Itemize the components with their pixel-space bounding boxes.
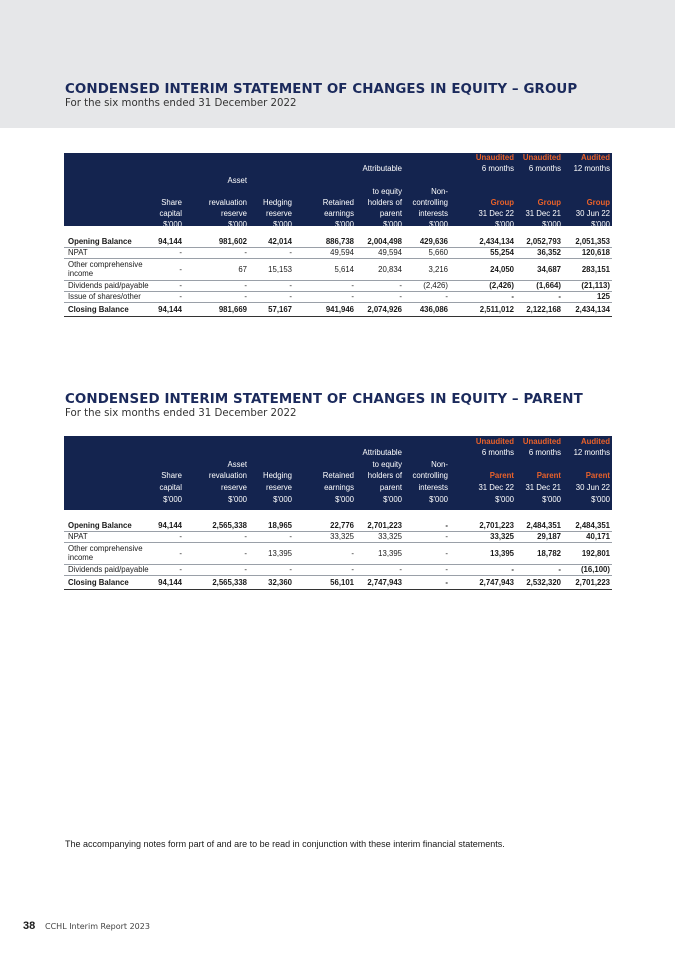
table-cell: 55,254 — [490, 248, 514, 257]
table-cell: 2,434,134 — [479, 237, 514, 246]
header-cell: Parent — [585, 471, 610, 480]
header-cell: 12 months — [573, 448, 610, 457]
header-cell: Audited — [580, 153, 610, 162]
header-cell: $'000 — [163, 495, 182, 504]
header-cell: reserve — [266, 209, 292, 218]
table-cell: 34,687 — [537, 264, 561, 274]
header-cell: Asset — [227, 460, 247, 469]
table-cell: 5,660 — [428, 248, 448, 257]
table-cell: 24,050 — [490, 264, 514, 274]
header-cell: $'000 — [163, 220, 182, 229]
header-cell: $'000 — [383, 220, 402, 229]
header-cell: holders of — [367, 198, 402, 207]
header-cell: Unaudited — [475, 153, 514, 162]
report-title: CCHL Interim Report 2023 — [45, 922, 150, 931]
table-cell: - — [399, 565, 402, 574]
header-cell: $'000 — [429, 220, 448, 229]
header-cell: Attributable — [362, 448, 402, 457]
header-cell: $'000 — [273, 495, 292, 504]
header-cell: revaluation — [208, 471, 247, 480]
group-table-body — [64, 226, 612, 321]
header-cell: Unaudited — [475, 437, 514, 446]
table-cell: 2,532,320 — [526, 577, 561, 587]
table-cell: - — [244, 248, 247, 257]
table-cell: 18,965 — [268, 521, 292, 530]
table-cell: 2,701,223 — [575, 577, 610, 587]
header-cell: Group — [490, 198, 514, 207]
table-cell: 886,738 — [325, 237, 354, 246]
header-cell: reserve — [221, 483, 247, 492]
header-cell: controlling — [412, 198, 448, 207]
table-cell: - — [351, 281, 354, 290]
table-cell: - — [445, 565, 448, 574]
table-cell: 29,187 — [537, 532, 561, 541]
header-cell: 30 Jun 22 — [575, 209, 610, 218]
table-cell: - — [179, 292, 182, 301]
header-cell: Hedging — [262, 471, 292, 480]
table-cell: 436,086 — [419, 304, 448, 314]
table-cell: 941,946 — [325, 304, 354, 314]
table-cell: 981,669 — [218, 304, 247, 314]
table-cell: - — [289, 292, 292, 301]
page-number: 38 — [23, 920, 36, 932]
header-cell: Retained — [322, 471, 354, 480]
header-cell: Parent — [489, 471, 514, 480]
header-cell: holders of — [367, 471, 402, 480]
table-cell: 94,144 — [158, 521, 182, 530]
header-row — [64, 483, 612, 493]
table-cell: 18,782 — [537, 548, 561, 558]
table-cell: - — [351, 292, 354, 301]
header-cell: parent — [379, 483, 402, 492]
header-cell: $'000 — [591, 495, 610, 504]
table-cell: - — [244, 292, 247, 301]
table-cell: 2,052,793 — [526, 237, 561, 246]
header-cell: $'000 — [335, 220, 354, 229]
header-cell: $'000 — [273, 220, 292, 229]
parent-table-body — [64, 510, 612, 595]
parent-statement-title: CONDENSED INTERIM STATEMENT OF CHANGES IN EQUITY – PARENT — [65, 392, 583, 407]
table-cell: 22,776 — [330, 521, 354, 530]
header-cell: Hedging — [262, 198, 292, 207]
table-cell: - — [351, 565, 354, 574]
table-cell: (16,100) — [580, 565, 610, 574]
table-cell: 57,167 — [268, 304, 292, 314]
header-cell: 31 Dec 21 — [525, 209, 561, 218]
table-cell: 2,004,498 — [367, 237, 402, 246]
table-cell: - — [399, 281, 402, 290]
table-cell: 2,434,134 — [575, 304, 610, 314]
row-label: Closing Balance — [68, 304, 129, 314]
table-cell: 2,747,943 — [479, 577, 514, 587]
table-cell: 2,565,338 — [212, 577, 247, 587]
table-cell: 33,325 — [378, 532, 402, 541]
parent-table-header — [64, 436, 612, 510]
table-cell: - — [244, 281, 247, 290]
table-row — [64, 258, 612, 281]
table-cell: - — [445, 577, 448, 587]
header-cell: earnings — [324, 483, 354, 492]
table-cell: - — [244, 548, 247, 558]
table-cell: - — [558, 565, 561, 574]
table-cell: 42,014 — [268, 237, 292, 246]
table-cell: 13,395 — [490, 548, 514, 558]
header-row — [64, 448, 612, 458]
header-cell: 6 months — [481, 448, 514, 457]
header-cell: 6 months — [528, 448, 561, 457]
table-cell: - — [399, 292, 402, 301]
footer-note: The accompanying notes form part of and are to be read in conjunction with these interim financial statements. — [65, 839, 505, 849]
table-cell: 2,074,926 — [367, 304, 402, 314]
header-cell: capital — [159, 483, 182, 492]
table-cell: (2,426) — [489, 281, 514, 290]
header-cell: Share — [161, 471, 182, 480]
table-cell: 2,484,351 — [526, 521, 561, 530]
table-cell: 2,511,012 — [479, 304, 514, 314]
table-cell: 94,144 — [158, 237, 182, 246]
row-label: Opening Balance — [68, 237, 132, 246]
header-row — [64, 460, 612, 470]
header-row — [64, 164, 612, 174]
table-cell: - — [289, 532, 292, 541]
header-cell: 30 Jun 22 — [575, 483, 610, 492]
table-cell: - — [179, 548, 182, 558]
header-cell: to equity — [372, 460, 402, 469]
table-cell: 283,151 — [581, 264, 610, 274]
header-cell: $'000 — [228, 495, 247, 504]
header-row — [64, 187, 612, 197]
table-cell: 2,701,223 — [367, 521, 402, 530]
header-row — [64, 176, 612, 186]
table-cell: - — [179, 532, 182, 541]
table-cell: 94,144 — [158, 304, 182, 314]
table-cell: 49,594 — [330, 248, 354, 257]
row-label: Dividends paid/payable — [68, 565, 149, 574]
table-cell: 5,614 — [334, 264, 354, 274]
table-cell: 120,618 — [581, 248, 610, 257]
header-cell: Group — [537, 198, 561, 207]
group-equity-table — [64, 153, 612, 321]
table-cell: 2,122,168 — [526, 304, 561, 314]
table-cell: 94,144 — [158, 577, 182, 587]
table-cell: 2,565,338 — [212, 521, 247, 530]
header-cell: Audited — [580, 437, 610, 446]
header-row — [64, 198, 612, 208]
table-cell: (2,426) — [423, 281, 448, 290]
table-cell: 2,701,223 — [479, 521, 514, 530]
table-cell: 125 — [596, 292, 610, 301]
table-cell: 33,325 — [490, 532, 514, 541]
table-cell: 49,594 — [378, 248, 402, 257]
table-cell: - — [179, 281, 182, 290]
header-row — [64, 437, 612, 447]
row-label: Dividends paid/payable — [68, 281, 149, 290]
table-cell: 15,153 — [268, 264, 292, 274]
header-cell: interests — [418, 483, 448, 492]
header-row — [64, 495, 612, 505]
header-cell: Share — [161, 198, 182, 207]
header-cell: 6 months — [528, 164, 561, 173]
header-cell: $'000 — [495, 220, 514, 229]
table-cell: 429,636 — [419, 237, 448, 246]
header-cell: capital — [159, 209, 182, 218]
table-row — [64, 542, 612, 565]
header-cell: Unaudited — [522, 437, 561, 446]
header-row — [64, 471, 612, 481]
header-cell: $'000 — [335, 495, 354, 504]
table-cell: 2,747,943 — [367, 577, 402, 587]
table-cell: - — [289, 565, 292, 574]
table-cell: (1,664) — [536, 281, 561, 290]
parent-statement-subtitle: For the six months ended 31 December 2022 — [65, 408, 297, 419]
header-cell: to equity — [372, 187, 402, 196]
header-cell: Non- — [431, 460, 448, 469]
table-cell: 40,171 — [586, 532, 610, 541]
header-cell: controlling — [412, 471, 448, 480]
table-cell: 192,801 — [581, 548, 610, 558]
header-cell: $'000 — [542, 495, 561, 504]
table-cell: - — [558, 292, 561, 301]
group-statement-subtitle: For the six months ended 31 December 2022 — [65, 98, 297, 109]
row-label: Closing Balance — [68, 577, 129, 587]
table-cell: - — [289, 248, 292, 257]
table-cell: (21,113) — [581, 281, 610, 290]
header-row — [64, 209, 612, 219]
table-cell: - — [289, 281, 292, 290]
header-cell: earnings — [324, 209, 354, 218]
row-label: Opening Balance — [68, 521, 132, 530]
table-cell: 2,484,351 — [575, 521, 610, 530]
header-cell: Asset — [227, 176, 247, 185]
table-cell: - — [445, 292, 448, 301]
header-cell: $'000 — [591, 220, 610, 229]
header-cell: $'000 — [228, 220, 247, 229]
header-cell: 31 Dec 21 — [525, 483, 561, 492]
table-cell: - — [511, 292, 514, 301]
table-cell: - — [244, 532, 247, 541]
header-cell: 31 Dec 22 — [478, 209, 514, 218]
table-cell: - — [244, 565, 247, 574]
header-cell: Non- — [431, 187, 448, 196]
table-cell: - — [179, 565, 182, 574]
table-cell: 32,360 — [268, 577, 292, 587]
header-cell: $'000 — [429, 495, 448, 504]
row-label: NPAT — [68, 532, 88, 541]
table-cell: - — [445, 532, 448, 541]
table-cell: 13,395 — [268, 548, 292, 558]
table-cell: 67 — [238, 264, 247, 274]
header-cell: $'000 — [542, 220, 561, 229]
table-cell: 56,101 — [330, 577, 354, 587]
header-cell: Unaudited — [522, 153, 561, 162]
header-cell: 12 months — [573, 164, 610, 173]
header-cell: Parent — [536, 471, 561, 480]
row-label: NPAT — [68, 248, 88, 257]
table-cell: - — [179, 248, 182, 257]
table-cell: - — [445, 548, 448, 558]
header-cell: interests — [418, 209, 448, 218]
group-table-header — [64, 153, 612, 229]
group-statement-title: CONDENSED INTERIM STATEMENT OF CHANGES IN EQUITY – GROUP — [65, 82, 578, 97]
table-cell: 13,395 — [378, 548, 402, 558]
table-row — [64, 575, 612, 590]
header-cell: parent — [379, 209, 402, 218]
table-cell: 20,834 — [378, 264, 402, 274]
header-cell: Retained — [322, 198, 354, 207]
row-label: Issue of shares/other — [68, 292, 141, 301]
table-cell: - — [351, 548, 354, 558]
table-cell: 36,352 — [537, 248, 561, 257]
table-cell: - — [511, 565, 514, 574]
table-cell: - — [179, 264, 182, 274]
row-label: Other comprehensive income — [68, 260, 143, 278]
table-cell: 33,325 — [330, 532, 354, 541]
header-cell: 6 months — [481, 164, 514, 173]
header-cell: revaluation — [208, 198, 247, 207]
table-cell: - — [445, 521, 448, 530]
header-row — [64, 153, 612, 163]
header-cell: $'000 — [383, 495, 402, 504]
table-cell: 981,602 — [218, 237, 247, 246]
table-row — [64, 302, 612, 317]
row-label: Other comprehensive income — [68, 544, 143, 562]
header-cell: Group — [586, 198, 610, 207]
header-cell: reserve — [221, 209, 247, 218]
table-cell: 3,216 — [428, 264, 448, 274]
header-cell: Attributable — [362, 164, 402, 173]
header-cell: reserve — [266, 483, 292, 492]
parent-equity-table — [64, 436, 612, 595]
header-cell: 31 Dec 22 — [478, 483, 514, 492]
table-cell: 2,051,353 — [575, 237, 610, 246]
header-cell: $'000 — [495, 495, 514, 504]
